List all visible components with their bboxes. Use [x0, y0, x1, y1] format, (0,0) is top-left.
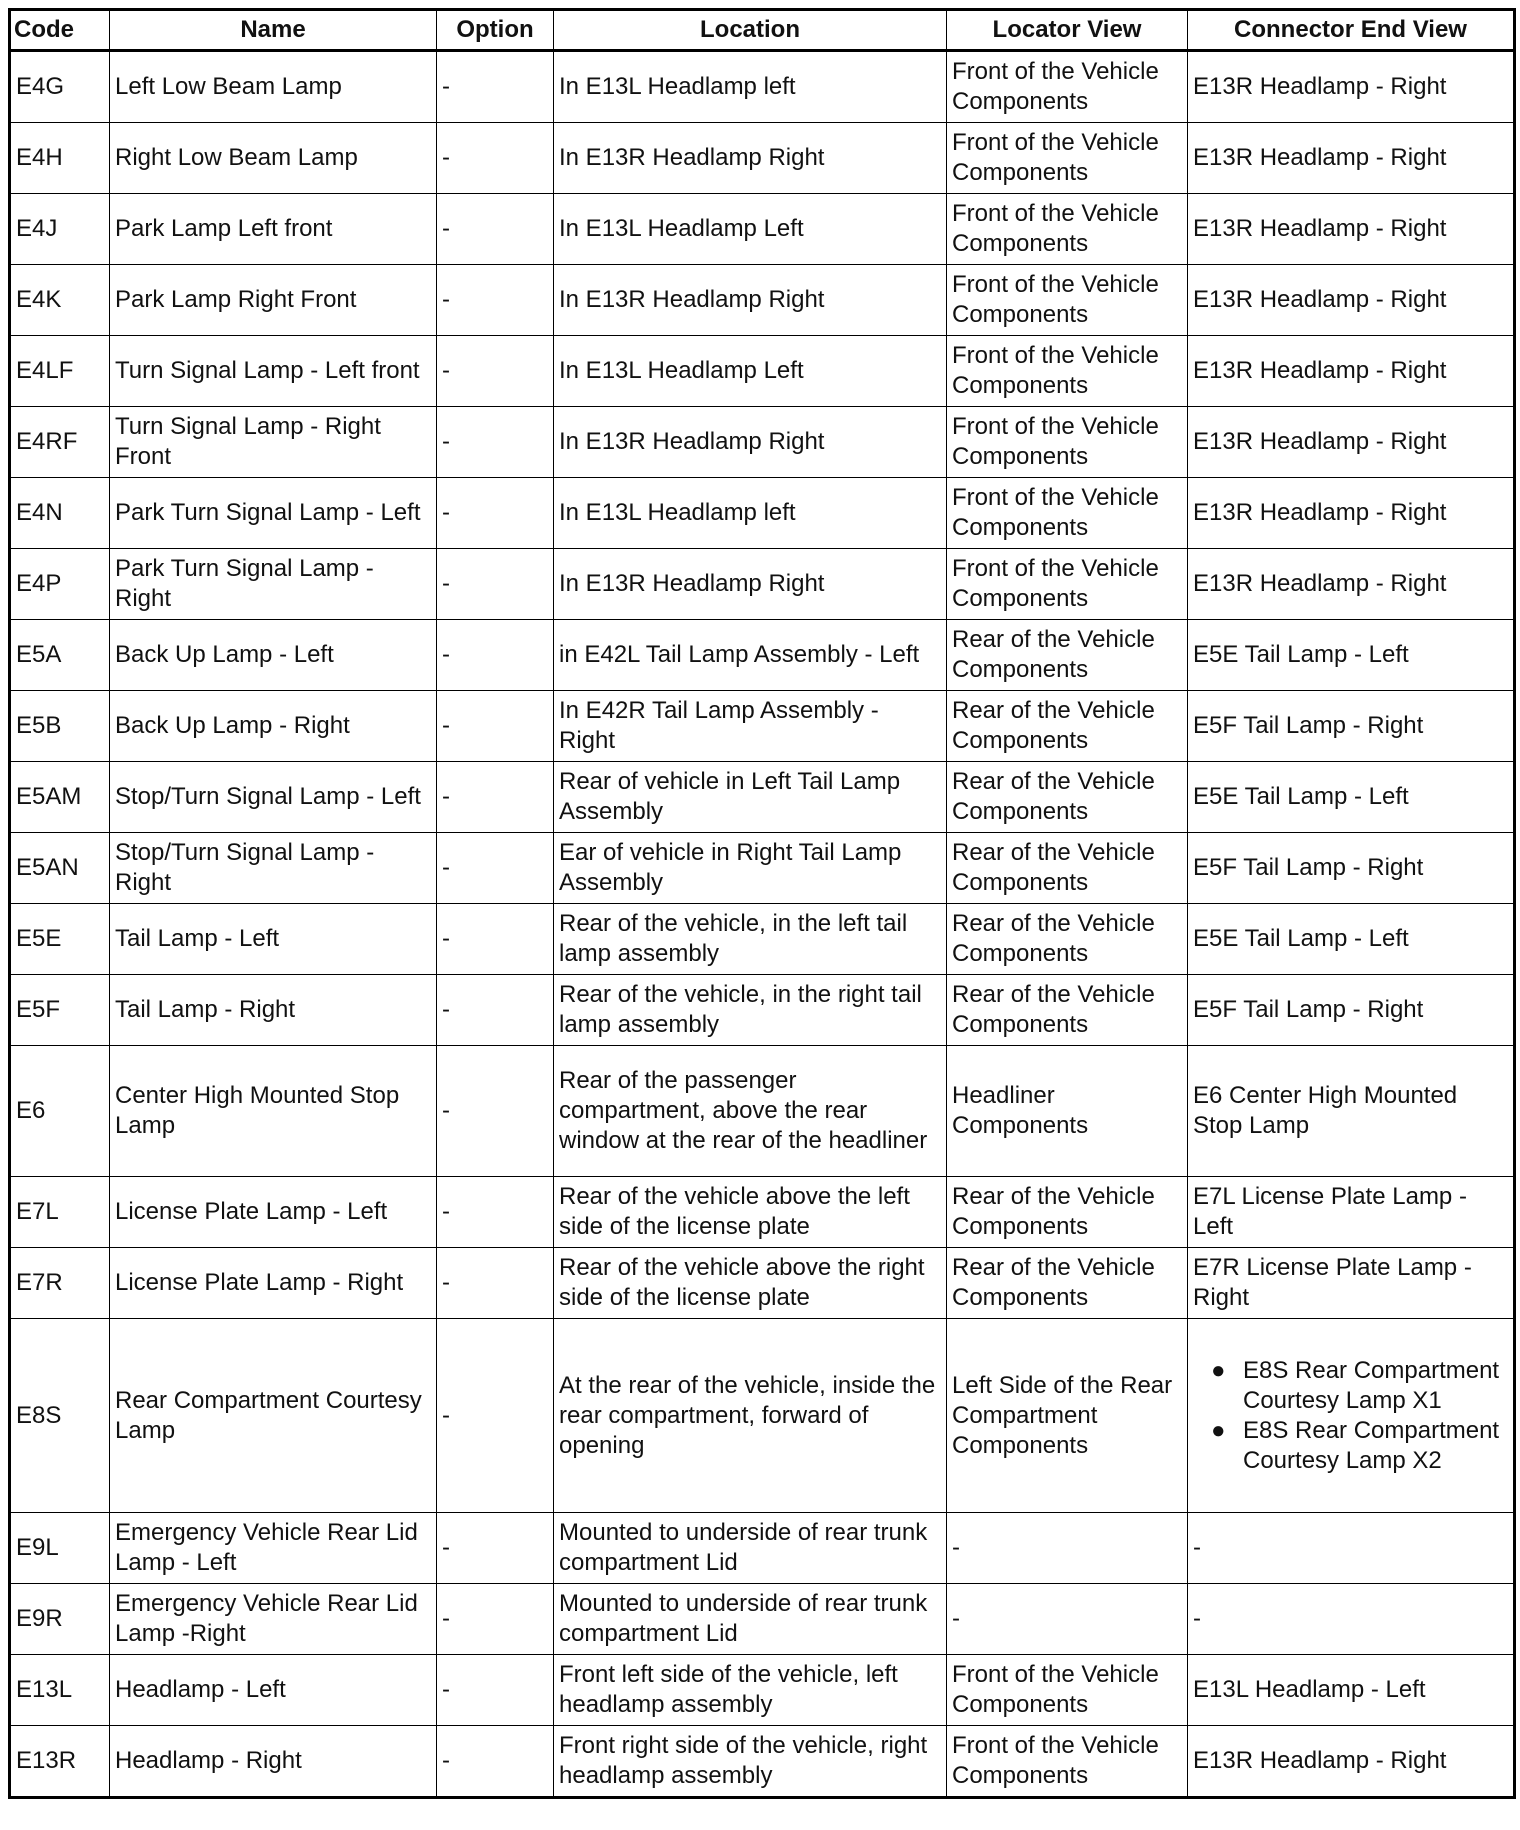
- option-cell: -: [437, 904, 554, 975]
- option-cell: -: [437, 833, 554, 904]
- table-row: [10, 975, 1515, 1046]
- connector-end-view-cell: E13R Headlamp - Right: [1188, 336, 1515, 407]
- table-row: [10, 833, 1515, 904]
- connector-list-item-text: E8S Rear Compartment Courtesy Lamp X1: [1243, 1356, 1500, 1414]
- name-cell: Back Up Lamp - Left: [110, 620, 437, 691]
- connector-end-view-cell: E13L Headlamp - Left: [1188, 1655, 1515, 1726]
- option-cell: -: [437, 336, 554, 407]
- code-cell: E4P: [10, 549, 110, 620]
- code-cell: E5AM: [10, 762, 110, 833]
- code-cell: E8S: [10, 1319, 110, 1513]
- connector-end-view-cell: E6 Center High Mounted Stop Lamp: [1188, 1046, 1515, 1177]
- name-cell: Tail Lamp - Right: [110, 975, 437, 1046]
- option-cell: -: [437, 1046, 554, 1177]
- connector-end-view-cell: E5E Tail Lamp - Left: [1188, 620, 1515, 691]
- table-row: [10, 407, 1515, 478]
- name-cell: Right Low Beam Lamp: [110, 123, 437, 194]
- name-cell: Emergency Vehicle Rear Lid Lamp - Left: [110, 1513, 437, 1584]
- header-name: Name: [110, 10, 437, 51]
- code-cell: E7L: [10, 1177, 110, 1248]
- option-cell: -: [437, 620, 554, 691]
- location-cell: Rear of the vehicle above the right side of the license plate: [554, 1248, 947, 1319]
- code-cell: E4LF: [10, 336, 110, 407]
- connector-end-view-cell: E13R Headlamp - Right: [1188, 51, 1515, 123]
- name-cell: Back Up Lamp - Right: [110, 691, 437, 762]
- locator-view-cell: Rear of the Vehicle Components: [947, 975, 1188, 1046]
- location-cell: In E13R Headlamp Right: [554, 549, 947, 620]
- option-cell: -: [437, 478, 554, 549]
- locator-view-cell: Front of the Vehicle Components: [947, 265, 1188, 336]
- connector-list-item: [1211, 1416, 1508, 1476]
- locator-view-cell: Front of the Vehicle Components: [947, 336, 1188, 407]
- code-cell: E4RF: [10, 407, 110, 478]
- locator-view-cell: -: [947, 1584, 1188, 1655]
- option-cell: -: [437, 691, 554, 762]
- connector-end-view-cell: E13R Headlamp - Right: [1188, 549, 1515, 620]
- table-row: [10, 1046, 1515, 1177]
- table-row: [10, 1726, 1515, 1798]
- locator-view-cell: Rear of the Vehicle Components: [947, 620, 1188, 691]
- name-cell: Left Low Beam Lamp: [110, 51, 437, 123]
- connector-list: [1193, 1356, 1508, 1476]
- header-row: [10, 10, 1515, 51]
- option-cell: -: [437, 1177, 554, 1248]
- name-cell: Headlamp - Left: [110, 1655, 437, 1726]
- name-cell: Turn Signal Lamp - Right Front: [110, 407, 437, 478]
- locator-view-cell: Rear of the Vehicle Components: [947, 904, 1188, 975]
- connector-end-view-cell: E7L License Plate Lamp - Left: [1188, 1177, 1515, 1248]
- table-row: [10, 1584, 1515, 1655]
- code-cell: E5B: [10, 691, 110, 762]
- locator-view-cell: Front of the Vehicle Components: [947, 123, 1188, 194]
- connector-end-view-cell: E5F Tail Lamp - Right: [1188, 975, 1515, 1046]
- connector-end-view-cell: -: [1188, 1584, 1515, 1655]
- code-cell: E4N: [10, 478, 110, 549]
- table-row: [10, 691, 1515, 762]
- connector-end-view-cell: E5F Tail Lamp - Right: [1188, 833, 1515, 904]
- locator-view-cell: Front of the Vehicle Components: [947, 478, 1188, 549]
- name-cell: Stop/Turn Signal Lamp - Right: [110, 833, 437, 904]
- code-cell: E4H: [10, 123, 110, 194]
- connector-end-view-cell: E5F Tail Lamp - Right: [1188, 691, 1515, 762]
- bullet-icon: ●: [1211, 1356, 1226, 1384]
- name-cell: Park Turn Signal Lamp - Left: [110, 478, 437, 549]
- locator-view-cell: Front of the Vehicle Components: [947, 407, 1188, 478]
- table-row: [10, 762, 1515, 833]
- code-cell: E5E: [10, 904, 110, 975]
- table-row: [10, 51, 1515, 123]
- locator-view-cell: -: [947, 1513, 1188, 1584]
- location-cell: Rear of vehicle in Left Tail Lamp Assembly: [554, 762, 947, 833]
- option-cell: -: [437, 1513, 554, 1584]
- locator-view-cell: Rear of the Vehicle Components: [947, 1248, 1188, 1319]
- location-cell: In E13L Headlamp Left: [554, 336, 947, 407]
- location-cell: Mounted to underside of rear trunk compartment Lid: [554, 1513, 947, 1584]
- header-code: Code: [10, 10, 110, 51]
- name-cell: Center High Mounted Stop Lamp: [110, 1046, 437, 1177]
- option-cell: -: [437, 265, 554, 336]
- name-cell: Tail Lamp - Left: [110, 904, 437, 975]
- location-cell: Front right side of the vehicle, right headlamp assembly: [554, 1726, 947, 1798]
- code-cell: E6: [10, 1046, 110, 1177]
- connector-end-view-cell: E5E Tail Lamp - Left: [1188, 762, 1515, 833]
- locator-view-cell: Front of the Vehicle Components: [947, 1655, 1188, 1726]
- name-cell: Park Lamp Right Front: [110, 265, 437, 336]
- name-cell: License Plate Lamp - Right: [110, 1248, 437, 1319]
- locator-view-cell: Left Side of the Rear Compartment Components: [947, 1319, 1188, 1513]
- location-cell: in E42L Tail Lamp Assembly - Left: [554, 620, 947, 691]
- locator-view-cell: Rear of the Vehicle Components: [947, 691, 1188, 762]
- connector-end-view-cell: E13R Headlamp - Right: [1188, 1726, 1515, 1798]
- name-cell: Rear Compartment Courtesy Lamp: [110, 1319, 437, 1513]
- location-cell: Rear of the vehicle above the left side of the license plate: [554, 1177, 947, 1248]
- option-cell: -: [437, 194, 554, 265]
- name-cell: License Plate Lamp - Left: [110, 1177, 437, 1248]
- location-cell: In E13R Headlamp Right: [554, 407, 947, 478]
- table-row: [10, 620, 1515, 691]
- location-cell: In E13L Headlamp left: [554, 478, 947, 549]
- header-connector-end-view: Connector End View: [1188, 10, 1515, 51]
- option-cell: -: [437, 975, 554, 1046]
- option-cell: -: [437, 1248, 554, 1319]
- code-cell: E5A: [10, 620, 110, 691]
- option-cell: -: [437, 123, 554, 194]
- location-cell: Mounted to underside of rear trunk compartment Lid: [554, 1584, 947, 1655]
- location-cell: At the rear of the vehicle, inside the rear compartment, forward of opening: [554, 1319, 947, 1513]
- code-cell: E4G: [10, 51, 110, 123]
- location-cell: Rear of the vehicle, in the right tail lamp assembly: [554, 975, 947, 1046]
- locator-view-cell: Rear of the Vehicle Components: [947, 1177, 1188, 1248]
- option-cell: -: [437, 549, 554, 620]
- code-cell: E9L: [10, 1513, 110, 1584]
- header-location: Location: [554, 10, 947, 51]
- option-cell: -: [437, 51, 554, 123]
- connector-end-view-cell: E13R Headlamp - Right: [1188, 478, 1515, 549]
- table-row: [10, 904, 1515, 975]
- code-cell: E7R: [10, 1248, 110, 1319]
- table-row: [10, 336, 1515, 407]
- location-cell: In E42R Tail Lamp Assembly - Right: [554, 691, 947, 762]
- connector-end-view-cell: E13R Headlamp - Right: [1188, 407, 1515, 478]
- connector-end-view-cell: [1188, 1319, 1515, 1513]
- location-cell: In E13R Headlamp Right: [554, 123, 947, 194]
- name-cell: Stop/Turn Signal Lamp - Left: [110, 762, 437, 833]
- locator-view-cell: Rear of the Vehicle Components: [947, 833, 1188, 904]
- code-cell: E5F: [10, 975, 110, 1046]
- header-option: Option: [437, 10, 554, 51]
- locator-view-cell: Front of the Vehicle Components: [947, 51, 1188, 123]
- table-row: [10, 1177, 1515, 1248]
- name-cell: Headlamp - Right: [110, 1726, 437, 1798]
- component-locator-table: [8, 8, 1516, 1799]
- table-row: [10, 1319, 1515, 1513]
- bullet-icon: ●: [1211, 1416, 1226, 1444]
- location-cell: In E13L Headlamp left: [554, 51, 947, 123]
- table-row: [10, 265, 1515, 336]
- location-cell: Rear of the passenger compartment, above the rear window at the rear of the headliner: [554, 1046, 947, 1177]
- name-cell: Turn Signal Lamp - Left front: [110, 336, 437, 407]
- option-cell: -: [437, 1319, 554, 1513]
- code-cell: E13L: [10, 1655, 110, 1726]
- table-row: [10, 549, 1515, 620]
- locator-view-cell: Rear of the Vehicle Components: [947, 762, 1188, 833]
- code-cell: E13R: [10, 1726, 110, 1798]
- connector-end-view-cell: E7R License Plate Lamp - Right: [1188, 1248, 1515, 1319]
- connector-list-item: [1211, 1356, 1508, 1416]
- option-cell: -: [437, 1655, 554, 1726]
- location-cell: In E13L Headlamp Left: [554, 194, 947, 265]
- code-cell: E9R: [10, 1584, 110, 1655]
- name-cell: Park Turn Signal Lamp - Right: [110, 549, 437, 620]
- location-cell: Ear of vehicle in Right Tail Lamp Assembly: [554, 833, 947, 904]
- table-row: [10, 1655, 1515, 1726]
- locator-view-cell: Front of the Vehicle Components: [947, 194, 1188, 265]
- connector-end-view-cell: E13R Headlamp - Right: [1188, 123, 1515, 194]
- option-cell: -: [437, 762, 554, 833]
- name-cell: Park Lamp Left front: [110, 194, 437, 265]
- locator-view-cell: Headliner Components: [947, 1046, 1188, 1177]
- table-row: [10, 1513, 1515, 1584]
- table-body: [10, 51, 1515, 1798]
- table-row: [10, 194, 1515, 265]
- locator-view-cell: Front of the Vehicle Components: [947, 1726, 1188, 1798]
- connector-list-item-text: E8S Rear Compartment Courtesy Lamp X2: [1243, 1416, 1500, 1474]
- table-row: [10, 1248, 1515, 1319]
- table-row: [10, 123, 1515, 194]
- name-cell: Emergency Vehicle Rear Lid Lamp -Right: [110, 1584, 437, 1655]
- code-cell: E5AN: [10, 833, 110, 904]
- code-cell: E4K: [10, 265, 110, 336]
- option-cell: -: [437, 1726, 554, 1798]
- code-cell: E4J: [10, 194, 110, 265]
- locator-view-cell: Front of the Vehicle Components: [947, 549, 1188, 620]
- header-locator-view: Locator View: [947, 10, 1188, 51]
- location-cell: Rear of the vehicle, in the left tail lamp assembly: [554, 904, 947, 975]
- connector-end-view-cell: E13R Headlamp - Right: [1188, 194, 1515, 265]
- connector-end-view-cell: E13R Headlamp - Right: [1188, 265, 1515, 336]
- connector-end-view-cell: -: [1188, 1513, 1515, 1584]
- location-cell: In E13R Headlamp Right: [554, 265, 947, 336]
- connector-end-view-cell: E5E Tail Lamp - Left: [1188, 904, 1515, 975]
- table-row: [10, 478, 1515, 549]
- location-cell: Front left side of the vehicle, left headlamp assembly: [554, 1655, 947, 1726]
- option-cell: -: [437, 1584, 554, 1655]
- option-cell: -: [437, 407, 554, 478]
